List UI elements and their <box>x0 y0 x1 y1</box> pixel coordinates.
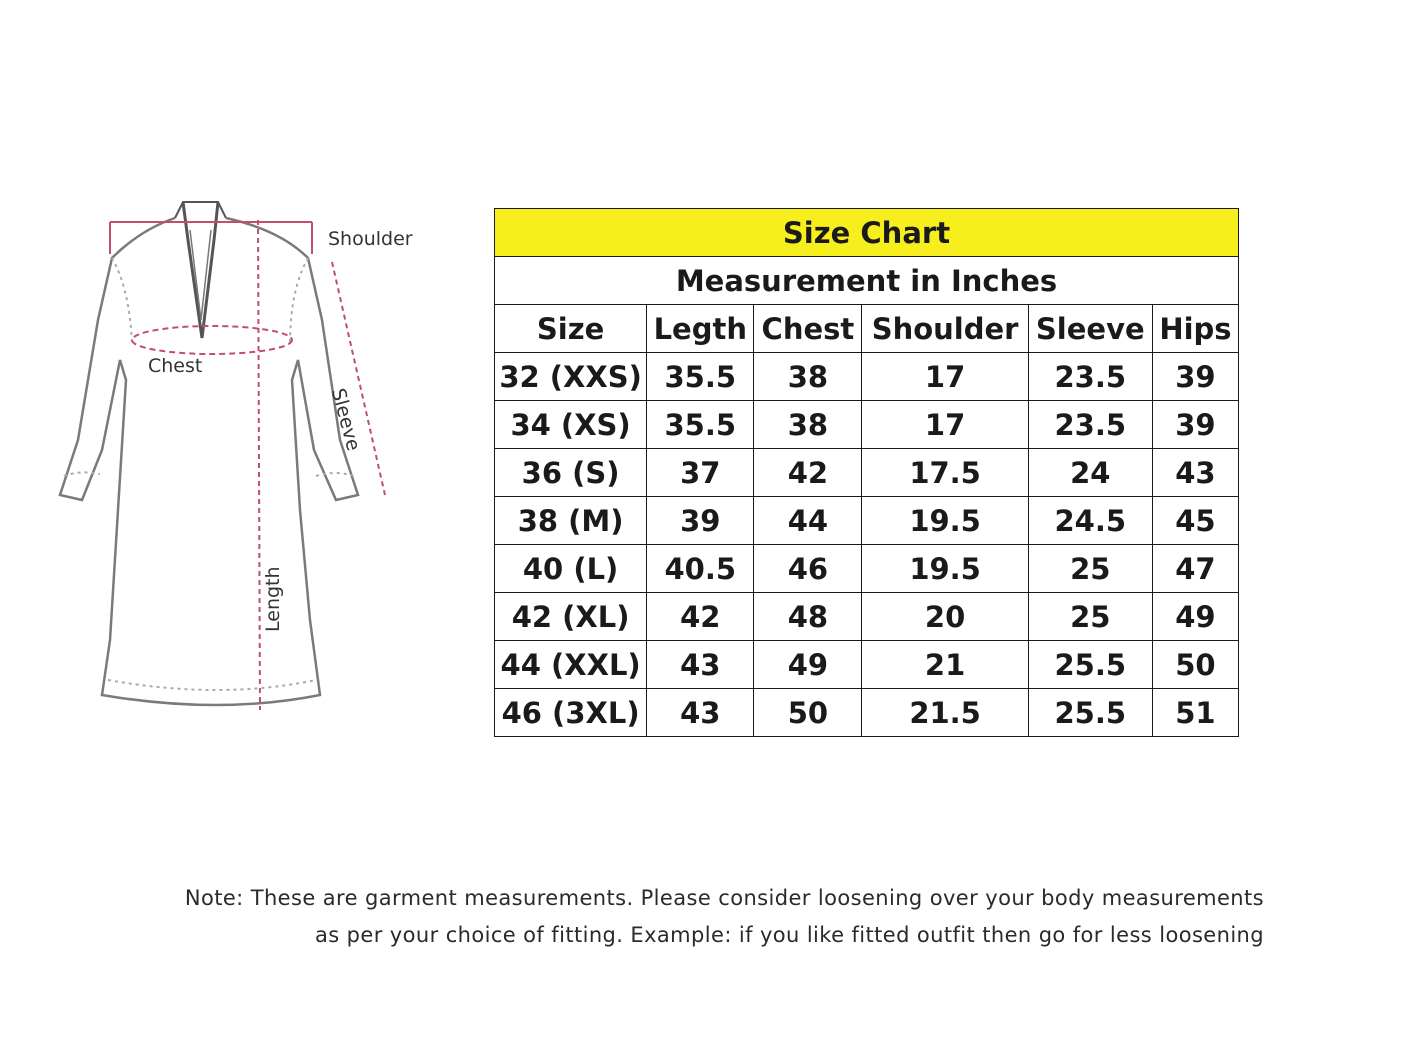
table-title-row <box>495 209 1239 257</box>
size-chart-table <box>494 208 1239 737</box>
cell-size: 42 (XL) <box>495 593 647 641</box>
cell-size: 40 (L) <box>495 545 647 593</box>
cell-size: 46 (3XL) <box>495 689 647 737</box>
cell-length: 43 <box>647 689 754 737</box>
cell-shoulder: 17 <box>862 353 1028 401</box>
table-row <box>495 689 1239 737</box>
kurta-outline-illustration <box>40 180 440 740</box>
cell-chest: 38 <box>754 353 862 401</box>
cell-sleeve: 24.5 <box>1028 497 1152 545</box>
cell-size: 34 (XS) <box>495 401 647 449</box>
cell-length: 42 <box>647 593 754 641</box>
cell-chest: 42 <box>754 449 862 497</box>
cell-sleeve: 23.5 <box>1028 401 1152 449</box>
cell-shoulder: 21.5 <box>862 689 1028 737</box>
cell-chest: 48 <box>754 593 862 641</box>
note-line-2: as per your choice of fitting. Example: if you like fitted outfit then go for less loosening <box>314 923 1264 947</box>
table-row <box>495 641 1239 689</box>
header-length: Legth <box>647 305 754 353</box>
sleeve-label: Sleeve <box>326 386 365 454</box>
cell-sleeve: 25 <box>1028 545 1152 593</box>
table-row <box>495 401 1239 449</box>
table-row <box>495 449 1239 497</box>
table-title: Size Chart <box>495 209 1239 257</box>
cell-length: 35.5 <box>647 353 754 401</box>
measurement-note <box>100 880 1264 954</box>
shoulder-label: Shoulder <box>328 228 413 250</box>
cell-hips: 39 <box>1152 401 1238 449</box>
cell-sleeve: 25.5 <box>1028 689 1152 737</box>
cell-chest: 44 <box>754 497 862 545</box>
cell-chest: 46 <box>754 545 862 593</box>
header-sleeve: Sleeve <box>1028 305 1152 353</box>
cell-sleeve: 25.5 <box>1028 641 1152 689</box>
length-label: Length <box>262 566 284 632</box>
cell-length: 40.5 <box>647 545 754 593</box>
table-row <box>495 497 1239 545</box>
chest-label: Chest <box>148 355 203 377</box>
cell-hips: 51 <box>1152 689 1238 737</box>
cell-size: 32 (XXS) <box>495 353 647 401</box>
cell-chest: 50 <box>754 689 862 737</box>
cell-sleeve: 25 <box>1028 593 1152 641</box>
cell-hips: 50 <box>1152 641 1238 689</box>
cell-chest: 38 <box>754 401 862 449</box>
table-row <box>495 545 1239 593</box>
cell-size: 38 (M) <box>495 497 647 545</box>
cell-shoulder: 19.5 <box>862 497 1028 545</box>
cell-sleeve: 23.5 <box>1028 353 1152 401</box>
cell-shoulder: 21 <box>862 641 1028 689</box>
table-row <box>495 353 1239 401</box>
cell-length: 37 <box>647 449 754 497</box>
cell-hips: 43 <box>1152 449 1238 497</box>
cell-chest: 49 <box>754 641 862 689</box>
cell-size: 36 (S) <box>495 449 647 497</box>
header-size: Size <box>495 305 647 353</box>
table-header-row <box>495 305 1239 353</box>
header-shoulder: Shoulder <box>862 305 1028 353</box>
cell-hips: 45 <box>1152 497 1238 545</box>
cell-hips: 47 <box>1152 545 1238 593</box>
cell-sleeve: 24 <box>1028 449 1152 497</box>
cell-shoulder: 20 <box>862 593 1028 641</box>
table-row <box>495 593 1239 641</box>
table-subtitle-row <box>495 257 1239 305</box>
cell-size: 44 (XXL) <box>495 641 647 689</box>
kurta-diagram <box>40 180 440 740</box>
cell-shoulder: 19.5 <box>862 545 1028 593</box>
cell-shoulder: 17.5 <box>862 449 1028 497</box>
cell-length: 35.5 <box>647 401 754 449</box>
header-hips: Hips <box>1152 305 1238 353</box>
table-subtitle: Measurement in Inches <box>495 257 1239 305</box>
cell-shoulder: 17 <box>862 401 1028 449</box>
cell-length: 39 <box>647 497 754 545</box>
header-chest: Chest <box>754 305 862 353</box>
note-line-1: Note: These are garment measurements. Please consider loosening over your body measurements <box>184 886 1264 910</box>
cell-hips: 49 <box>1152 593 1238 641</box>
cell-length: 43 <box>647 641 754 689</box>
cell-hips: 39 <box>1152 353 1238 401</box>
